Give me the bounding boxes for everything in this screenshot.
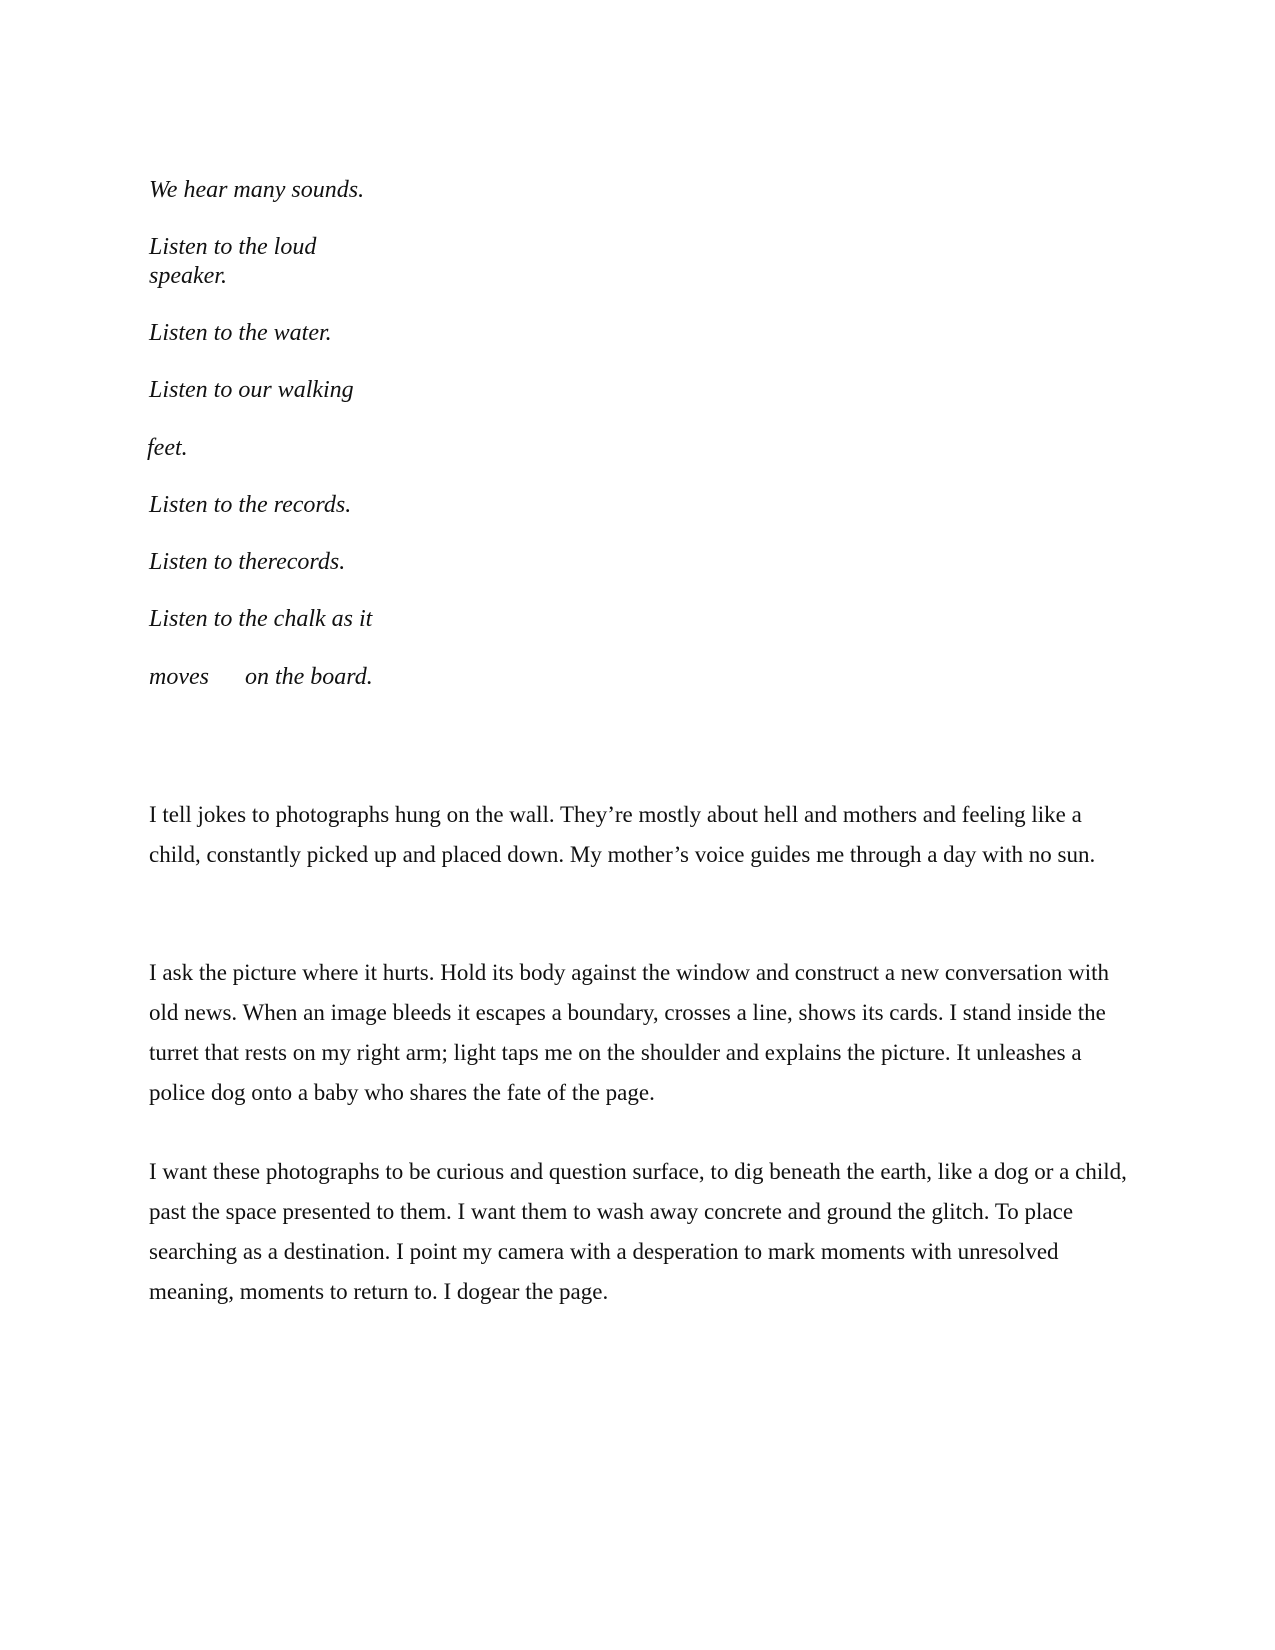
- poem-word: on the board.: [244, 664, 373, 690]
- poem-line: Listen to the loud: [149, 234, 317, 260]
- poem-line: Listen to the chalk as it: [149, 606, 373, 632]
- poem-line: Listen to our walking: [149, 377, 354, 403]
- prose-paragraph: I want these photographs to be curious and question surface, to dig beneath the earth, like a dog or a child, past the space presented to them. I want them to wash away concrete and ground the glitch. To place searching as a destination. I point my camera with a desperation to mark moments with unresolved meaning, moments to return to. I dogear the page.: [149, 1159, 1127, 1304]
- poem-line: speaker.: [149, 263, 227, 289]
- poem-line: Listen to the records.: [149, 492, 352, 518]
- poem-line: Listen to the water.: [149, 320, 332, 346]
- poem-line: feet.: [147, 435, 188, 461]
- poem-line: [149, 663, 373, 691]
- poem-line: Listen to therecords.: [149, 549, 346, 575]
- prose-paragraph: I tell jokes to photographs hung on the wall. They’re mostly about hell and mothers and feeling like a child, constantly picked up and placed down. My mother’s voice guides me through a day with no sun.: [149, 802, 1096, 867]
- prose-paragraph: I ask the picture where it hurts. Hold its body against the window and construct a new conversation with old news. When an image bleeds it escapes a boundary, crosses a line, shows its cards. I stand inside the turret that rests on my right arm; light taps me on the shoulder and explains the picture. It unleashes a police dog onto a baby who shares the fate of the page.: [149, 960, 1110, 1105]
- poem-word: moves: [149, 664, 209, 690]
- poem-line: We hear many sounds.: [149, 177, 365, 203]
